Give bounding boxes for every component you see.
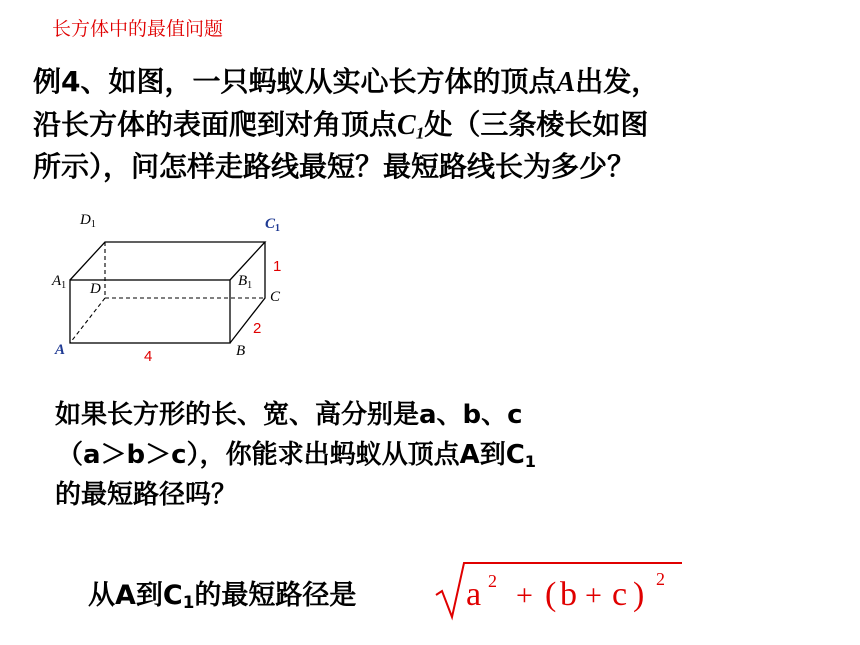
formula-exp-1: 2: [488, 571, 497, 591]
edge-length-length: 4: [144, 348, 153, 365]
slide-title: 长方体中的最值问题: [52, 18, 224, 40]
label-D: D: [90, 281, 101, 297]
label-A1: $A_1$: [52, 273, 67, 291]
shortest-path-formula: [430, 555, 690, 625]
formula-plus-1: +: [516, 579, 533, 612]
edge-length-height: 1: [273, 258, 282, 275]
formula-c: c: [612, 576, 628, 613]
formula-right-paren: ): [633, 576, 645, 613]
label-B: B: [236, 343, 246, 359]
cuboid-figure: [40, 205, 300, 370]
example-line-2: 沿长方体的表面爬到对角顶点$C_1$处（三条棱长如图: [33, 108, 649, 143]
answer-text: 从A到$C_1$的最短路径是: [88, 580, 357, 613]
formula-a: a: [466, 576, 482, 613]
formula-left-paren: (: [545, 576, 557, 613]
formula-plus-2: +: [585, 579, 602, 612]
top-face-edges: [70, 242, 265, 280]
question-line-2: （a＞b＞c），你能求出蚂蚁从顶点A到$C_1$: [57, 440, 536, 472]
question-line-3: 的最短路径吗？: [55, 480, 238, 510]
question-line-1: 如果长方形的长、宽、高分别是a、b、c: [55, 400, 523, 430]
label-B1: $B_1$: [238, 273, 253, 291]
label-C: C: [270, 289, 281, 305]
label-C1: $C_1$: [265, 216, 281, 234]
example-line-3: 所示），问怎样走路线最短？最短路线长为多少？: [33, 150, 636, 183]
label-D1: $D_1$: [80, 212, 96, 230]
formula-exp-2: 2: [656, 569, 665, 589]
label-A: A: [55, 342, 66, 358]
edge-length-width: 2: [253, 320, 262, 337]
formula-b: b: [560, 576, 577, 613]
example-line-1: 例4、如图，一只蚂蚁从实心长方体的顶点A出发，: [33, 65, 660, 98]
